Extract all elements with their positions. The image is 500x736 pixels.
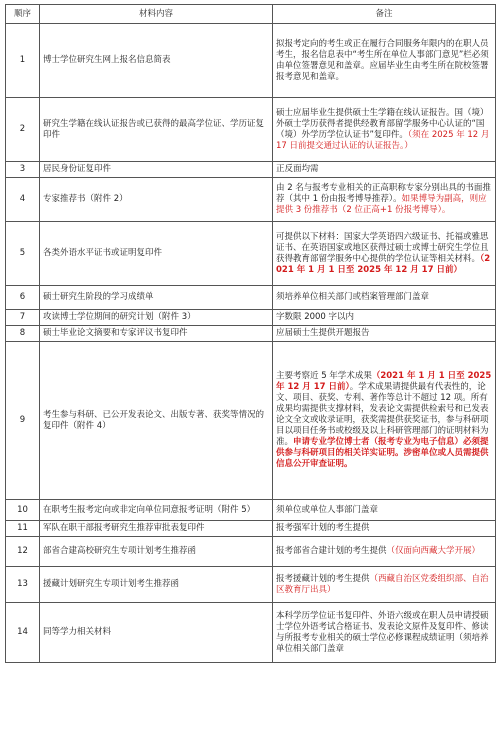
row-material: 硕士研究生阶段的学习成绩单 <box>40 286 273 310</box>
materials-table <box>5 4 496 663</box>
row-index: 6 <box>6 286 40 310</box>
row-index: 7 <box>6 310 40 326</box>
row-note <box>273 178 496 222</box>
table-row <box>6 162 496 178</box>
table-row <box>6 310 496 326</box>
note-text: 须单位或单位人事部门盖章 <box>276 504 379 515</box>
table-row <box>6 342 496 500</box>
note-text: 报考援藏计划的考生提供 <box>276 573 370 584</box>
note-highlight: （须在 2025 年 12 月 17 日前提交通过认证的认证报告。） <box>276 129 490 151</box>
table-row <box>6 521 496 537</box>
row-note <box>273 222 496 286</box>
note-highlight: （2021 年 1 月 1 日至 2025 年 12 月 17 日前） <box>276 371 492 392</box>
note-highlight: （仅面向西藏大学开展） <box>386 546 481 556</box>
table-row <box>6 500 496 521</box>
row-material: 在职考生报考定向或非定向单位同意报考证明（附件 5） <box>40 500 273 521</box>
row-note <box>273 567 496 603</box>
note-text: 须培养单位相关部门或档案管理部门盖章 <box>276 292 430 302</box>
row-note <box>273 537 496 567</box>
row-note <box>273 286 496 310</box>
row-index: 9 <box>6 342 40 500</box>
header-material: 材料内容 <box>40 5 273 24</box>
row-note <box>273 326 496 342</box>
note-text: 。学术成果请提供最有代表性的，论文、项目、获奖、专利、著作等总计不超过 12 项。所有成果均需提供支撑材料，发表论文需提供检索号和已发表论文全文或收录证明，获奖需提供获奖证书，参与科研项目以项目任务书或校级及以上科研管理部门的证明材料为准。 <box>276 382 489 447</box>
header-index: 顺序 <box>6 5 40 24</box>
row-index: 4 <box>6 178 40 222</box>
row-material: 攻读博士学位期间的研究计划（附件 3） <box>40 310 273 326</box>
table-row <box>6 537 496 567</box>
table-row <box>6 286 496 310</box>
row-note <box>273 98 496 162</box>
row-note <box>273 162 496 178</box>
row-material: 专家推荐书（附件 2） <box>40 178 273 222</box>
row-material: 博士学位研究生网上报名信息简表 <box>40 24 273 98</box>
row-index: 12 <box>6 537 40 567</box>
row-material: 同等学力相关材料 <box>40 603 273 663</box>
row-index: 5 <box>6 222 40 286</box>
table-row <box>6 98 496 162</box>
row-note <box>273 500 496 521</box>
row-index: 14 <box>6 603 40 663</box>
note-text: 主要考察近 5 年学术成果 <box>276 371 372 381</box>
table-row <box>6 178 496 222</box>
row-note <box>273 24 496 98</box>
row-material: 援藏计划研究生专项计划考生推荐函 <box>40 567 273 603</box>
row-index: 1 <box>6 24 40 98</box>
note-text: 正反面均需 <box>276 164 319 174</box>
note-highlight: 涉密单位或人员需提供信息公开审查证明。 <box>276 448 489 469</box>
note-highlight: 如果博导为副高，则应提供 3 份推荐书（2 位正高+1 份报考博导）。 <box>276 194 487 215</box>
row-index: 10 <box>6 500 40 521</box>
row-index: 3 <box>6 162 40 178</box>
row-material: 军队在职干部报考研究生推荐审批表复印件 <box>40 521 273 537</box>
header-note: 备注 <box>273 5 496 24</box>
note-highlight: （2021 年 1 月 1 日至 2025 年 12 月 17 日前） <box>276 253 491 275</box>
note-highlight: 申请专业学位博士者（报考专业为电子信息）必须提供参与科研项目的相关详实证明。 <box>276 437 489 458</box>
table-row <box>6 567 496 603</box>
note-text: 本科学历学位证书复印件、外语六级或在职人员申请授硕士学位外语考试合格证书、发表论文原件及复印件、修读与所报考专业相关的硕士学位必修课程成绩证明（须培养单位相关部门盖章 <box>276 610 489 654</box>
row-note <box>273 310 496 326</box>
row-material: 硕士毕业论文摘要和专家评议书复印件 <box>40 326 273 342</box>
row-index: 2 <box>6 98 40 162</box>
row-note <box>273 521 496 537</box>
row-note <box>273 342 496 500</box>
row-material: 部省合建高校研究生专项计划考生推荐函 <box>40 537 273 567</box>
row-note <box>273 603 496 663</box>
note-text: 可提供以下材料：国家大学英语四六级证书、托福或雅思证书、在英语国家或地区获得过硕士或博士研究生学位且获得教育部留学服务中心提供的学位认证等相关材料。 <box>276 231 489 264</box>
table-row <box>6 24 496 98</box>
note-text: 由 2 名与报考专业相关的正高职称专家分别出具的书面推荐（其中 1 份由报考博导推荐）。 <box>276 183 491 204</box>
table-row <box>6 222 496 286</box>
row-material: 居民身份证复印件 <box>40 162 273 178</box>
table-row <box>6 326 496 342</box>
note-text: 报考部省合建计划的考生提供 <box>276 546 387 556</box>
note-text: 报考强军计划的考生提供 <box>276 523 370 533</box>
table-row <box>6 603 496 663</box>
note-text: 字数限 2000 字以内 <box>276 312 355 322</box>
note-text: 硕士应届毕业生提供硕士生学籍在线认证报告。国（境）外硕士学历获得者提供经教育部留学服务中心认证的“国（境）外学历学位认证书”复印件。 <box>276 107 489 140</box>
note-text: 应届硕士生提供开题报告 <box>276 328 370 338</box>
note-highlight: （西藏自治区党委组织部、自治区教育厅出具） <box>276 573 489 595</box>
header-row <box>6 5 496 24</box>
row-material: 考生参与科研、已公开发表论文、出版专著、获奖等情况的复印件（附件 4） <box>40 342 273 500</box>
row-material: 研究生学籍在线认证报告或已获得的最高学位证、学历证复印件 <box>40 98 273 162</box>
row-index: 11 <box>6 521 40 537</box>
note-text: 拟报考定向的考生或正在履行合同服务年限内的在职人员考生，报名信息表中“考生所在单位人事部门意见”栏必须由单位签署意见和盖章。应届毕业生由考生所在院校签署报考意见和盖章。 <box>276 38 489 82</box>
row-index: 13 <box>6 567 40 603</box>
row-material: 各类外语水平证书或证明复印件 <box>40 222 273 286</box>
row-index: 8 <box>6 326 40 342</box>
